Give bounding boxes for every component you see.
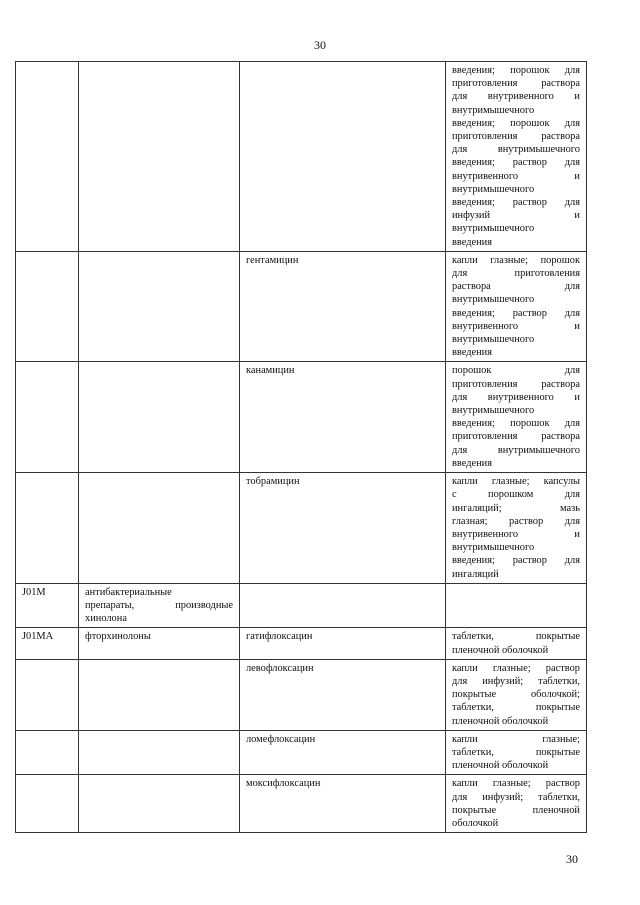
group-cell: [79, 362, 240, 473]
dosage-form-line: введения; порошок для: [452, 117, 580, 129]
dosage-form-line: внутримышечного: [452, 294, 535, 306]
atc-code-cell: [16, 62, 79, 252]
dosage-form-line: введения; раствор для: [452, 307, 580, 319]
drug-name-cell: моксифлоксацин: [240, 775, 446, 833]
dosage-form-line: таблетки, покрытые: [452, 702, 580, 714]
dosage-form-line: внутримышечного: [452, 223, 535, 235]
dosage-form-line: с порошком для: [452, 489, 580, 501]
drug-name-cell: гатифлоксацин: [240, 628, 446, 659]
atc-code-cell: J01M: [16, 583, 79, 628]
table-row: [16, 62, 587, 252]
dosage-form-line: введения; раствор для: [452, 555, 580, 567]
dosage-form-line: таблетки, покрытые: [452, 631, 580, 643]
dosage-form-line: внутримышечного: [452, 334, 535, 346]
atc-code-cell: [16, 473, 79, 584]
dosage-form-cell: [446, 62, 587, 252]
drug-name-cell: гентамицин: [240, 251, 446, 362]
table-row: [16, 659, 587, 730]
dosage-form-cell: [446, 775, 587, 833]
table-row: [16, 583, 587, 628]
dosage-form-line: внутримышечного: [452, 104, 535, 116]
dosage-form-line: введения; раствор для: [452, 157, 580, 169]
dosage-form-line: порошок для: [452, 365, 580, 377]
page-number-top: 30: [314, 38, 326, 52]
dosage-form-line: раствора для: [452, 281, 580, 293]
drug-name-cell: канамицин: [240, 362, 446, 473]
table-row: [16, 775, 587, 833]
dosage-form-line: внутривенного и: [452, 528, 580, 540]
dosage-form-line: для приготовления: [452, 268, 580, 280]
dosage-form-line: введения; раствор для: [452, 197, 580, 209]
group-cell: [79, 775, 240, 833]
group-cell: [79, 62, 240, 252]
dosage-form-line: пленочной оболочкой: [452, 760, 549, 772]
dosage-form-line: приготовления раствора: [452, 431, 580, 443]
group-cell: [79, 251, 240, 362]
dosage-form-line: внутривенного и: [452, 320, 580, 332]
dosage-form-line: ингаляций: [452, 568, 499, 580]
dosage-form-line: для инфузий; таблетки,: [452, 675, 580, 687]
dosage-form-line: капли глазные; раствор: [452, 662, 580, 674]
dosage-form-line: для внутривенного и: [452, 91, 580, 103]
dosage-form-line: введения; порошок для: [452, 418, 580, 430]
dosage-form-cell: [446, 251, 587, 362]
drug-name-cell: тобрамицин: [240, 473, 446, 584]
group-cell: [79, 628, 240, 659]
dosage-form-line: капли глазные; раствор: [452, 778, 580, 790]
atc-code-cell: [16, 730, 79, 775]
atc-code-cell: [16, 659, 79, 730]
dosage-form-line: для внутримышечного: [452, 444, 580, 456]
dosage-form-line: приготовления раствора: [452, 131, 580, 143]
atc-code-cell: [16, 362, 79, 473]
dosage-form-line: покрытые пленочной: [452, 804, 580, 816]
dosage-form-line: внутримышечного: [452, 542, 535, 554]
dosage-form-line: таблетки, покрытые: [452, 746, 580, 758]
dosage-form-line: инфузий и: [452, 210, 580, 222]
page-number-bottom: 30: [566, 852, 578, 866]
table-row: [16, 362, 587, 473]
table-row: [16, 730, 587, 775]
dosage-form-line: приготовления раствора: [452, 78, 580, 90]
drug-name-cell: [240, 583, 446, 628]
dosage-form-cell: [446, 583, 587, 628]
dosage-form-line: оболочкой: [452, 817, 499, 829]
drug-table-body: [16, 62, 587, 833]
dosage-form-line: внутримышечного: [452, 405, 535, 417]
dosage-form-cell: [446, 473, 587, 584]
drug-table: [15, 61, 587, 833]
group-cell: [79, 583, 240, 628]
dosage-form-line: введения: [452, 347, 493, 359]
dosage-form-line: внутривенного и: [452, 170, 580, 182]
atc-code-cell: [16, 775, 79, 833]
group-line: антибактериальные: [85, 586, 172, 598]
atc-code-cell: [16, 251, 79, 362]
dosage-form-line: для внутривенного и: [452, 391, 580, 403]
drug-name-cell: ломефлоксацин: [240, 730, 446, 775]
table-row: [16, 628, 587, 659]
dosage-form-line: для внутримышечного: [452, 144, 580, 156]
dosage-form-line: капли глазные;: [452, 733, 580, 745]
dosage-form-line: введения: [452, 457, 493, 469]
group-line: хинолона: [85, 613, 127, 625]
dosage-form-line: введения: [452, 236, 493, 248]
table-row: [16, 473, 587, 584]
dosage-form-line: ингаляций; мазь: [452, 502, 580, 514]
dosage-form-cell: [446, 659, 587, 730]
group-cell: [79, 659, 240, 730]
dosage-form-line: введения; порошок для: [452, 65, 580, 76]
table-row: [16, 251, 587, 362]
dosage-form-line: капли глазные; порошок: [452, 254, 580, 266]
dosage-form-cell: [446, 362, 587, 473]
dosage-form-line: покрытые оболочкой;: [452, 689, 580, 701]
dosage-form-line: пленочной оболочкой: [452, 715, 549, 727]
atc-code-cell: J01MA: [16, 628, 79, 659]
drug-name-cell: [240, 62, 446, 252]
dosage-form-line: внутримышечного: [452, 183, 535, 195]
group-line: фторхинолоны: [85, 631, 151, 643]
group-cell: [79, 473, 240, 584]
dosage-form-line: капли глазные; капсулы: [452, 476, 580, 488]
dosage-form-line: приготовления раствора: [452, 378, 580, 390]
group-line: препараты, производные: [85, 599, 233, 611]
drug-name-cell: левофлоксацин: [240, 659, 446, 730]
dosage-form-line: глазная; раствор для: [452, 515, 580, 527]
dosage-form-line: для инфузий; таблетки,: [452, 791, 580, 803]
group-cell: [79, 730, 240, 775]
dosage-form-cell: [446, 628, 587, 659]
dosage-form-line: пленочной оболочкой: [452, 644, 549, 656]
dosage-form-cell: [446, 730, 587, 775]
